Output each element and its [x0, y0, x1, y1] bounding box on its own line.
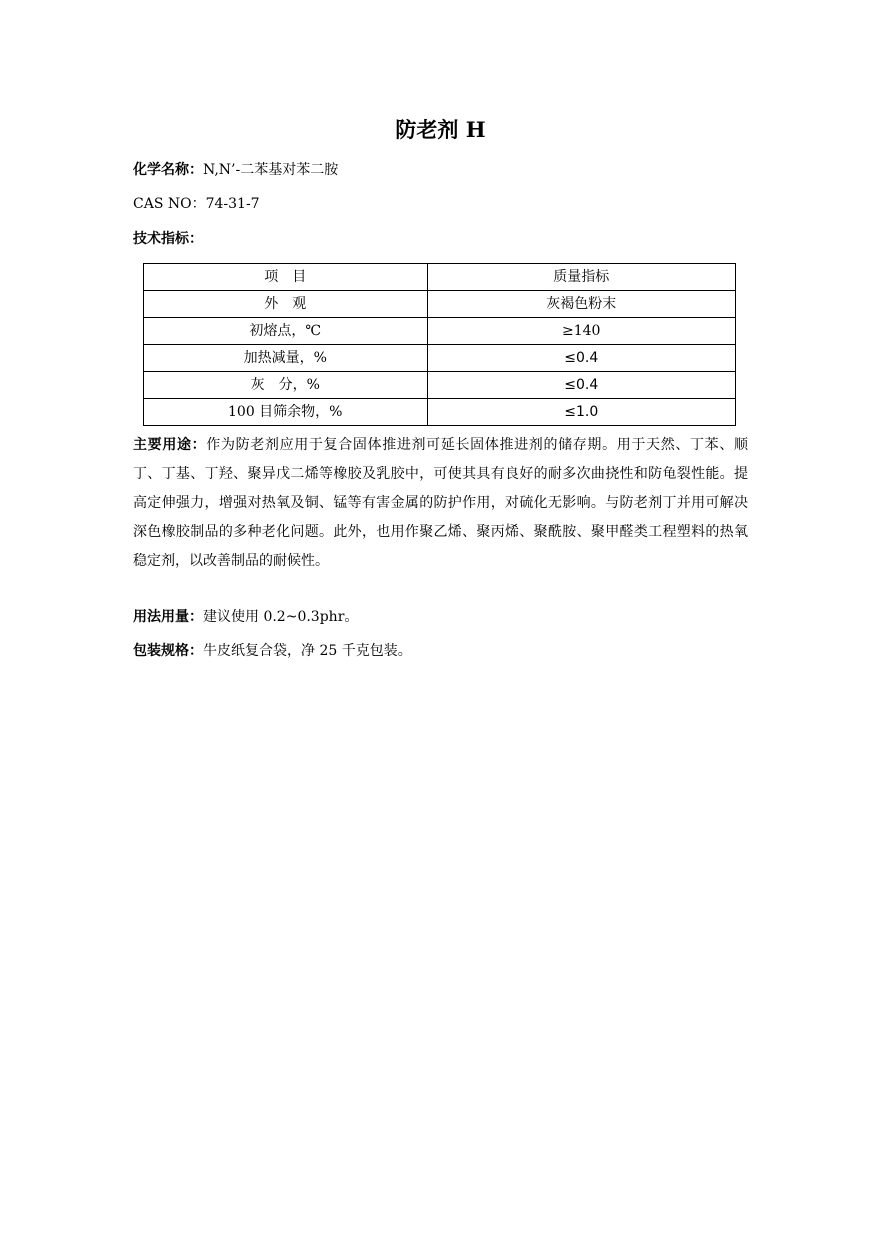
packaging-text: 牛皮纸复合袋，净 25 千克包装。 — [203, 643, 412, 659]
table-cell-value: ≥140 — [427, 318, 736, 345]
chemical-name-value: N,N’-二苯基对苯二胺 — [203, 162, 339, 178]
table-cell-item: 灰 分，% — [144, 372, 428, 399]
table-header-quality: 质量指标 — [427, 264, 736, 291]
chemical-name-label: 化学名称： — [133, 162, 203, 178]
table-row — [144, 345, 736, 372]
spec-table — [143, 263, 736, 426]
table-row — [144, 291, 736, 318]
dosage-label: 用法用量： — [133, 609, 203, 625]
table-cell-item: 100 目筛余物，% — [144, 399, 428, 426]
table-header-item: 项 目 — [144, 264, 428, 291]
table-row — [144, 318, 736, 345]
cas-label: CAS NO： — [133, 196, 206, 212]
table-row — [144, 372, 736, 399]
usage-paragraph — [133, 431, 748, 576]
packaging-label: 包装规格： — [133, 643, 203, 659]
dosage-text: 建议使用 0.2~0.3phr。 — [203, 609, 359, 625]
document-title: 防老剂 H — [395, 117, 486, 142]
table-cell-value: ≤1.0 — [427, 399, 736, 426]
table-cell-value: ≤0.4 — [427, 345, 736, 372]
table-cell-item: 初熔点，℃ — [144, 318, 428, 345]
dosage-line — [133, 607, 358, 627]
table-cell-item: 外 观 — [144, 291, 428, 318]
usage-label: 主要用途： — [133, 437, 207, 453]
usage-text: 作为防老剂应用于复合固体推进剂可延长固体推进剂的储存期。用于天然、丁苯、顺丁、丁基、丁羟、聚异戊二烯等橡胶及乳胶中，可使其具有良好的耐多次曲挠性和防龟裂性能。提高定伸强力，增强对热氧及铜、锰等有害金属的防护作用，对硫化无影响。与防老剂丁并用可解决深色橡胶制品的多种老化问题。此外，也用作聚乙烯、聚丙烯、聚酰胺、聚甲醛类工程塑料的热氧稳定剂，以改善制品的耐候性。 — [133, 437, 749, 569]
packaging-line — [133, 641, 412, 661]
table-cell-item: 加热减量，% — [144, 345, 428, 372]
table-cell-value: 灰褐色粉末 — [427, 291, 736, 318]
table-cell-value: ≤0.4 — [427, 372, 736, 399]
table-header-row — [144, 264, 736, 291]
chemical-name-line — [133, 160, 338, 180]
table-row — [144, 399, 736, 426]
cas-value: 74-31-7 — [205, 196, 260, 212]
cas-line — [133, 194, 260, 214]
tech-spec-heading: 技术指标： — [133, 231, 203, 247]
